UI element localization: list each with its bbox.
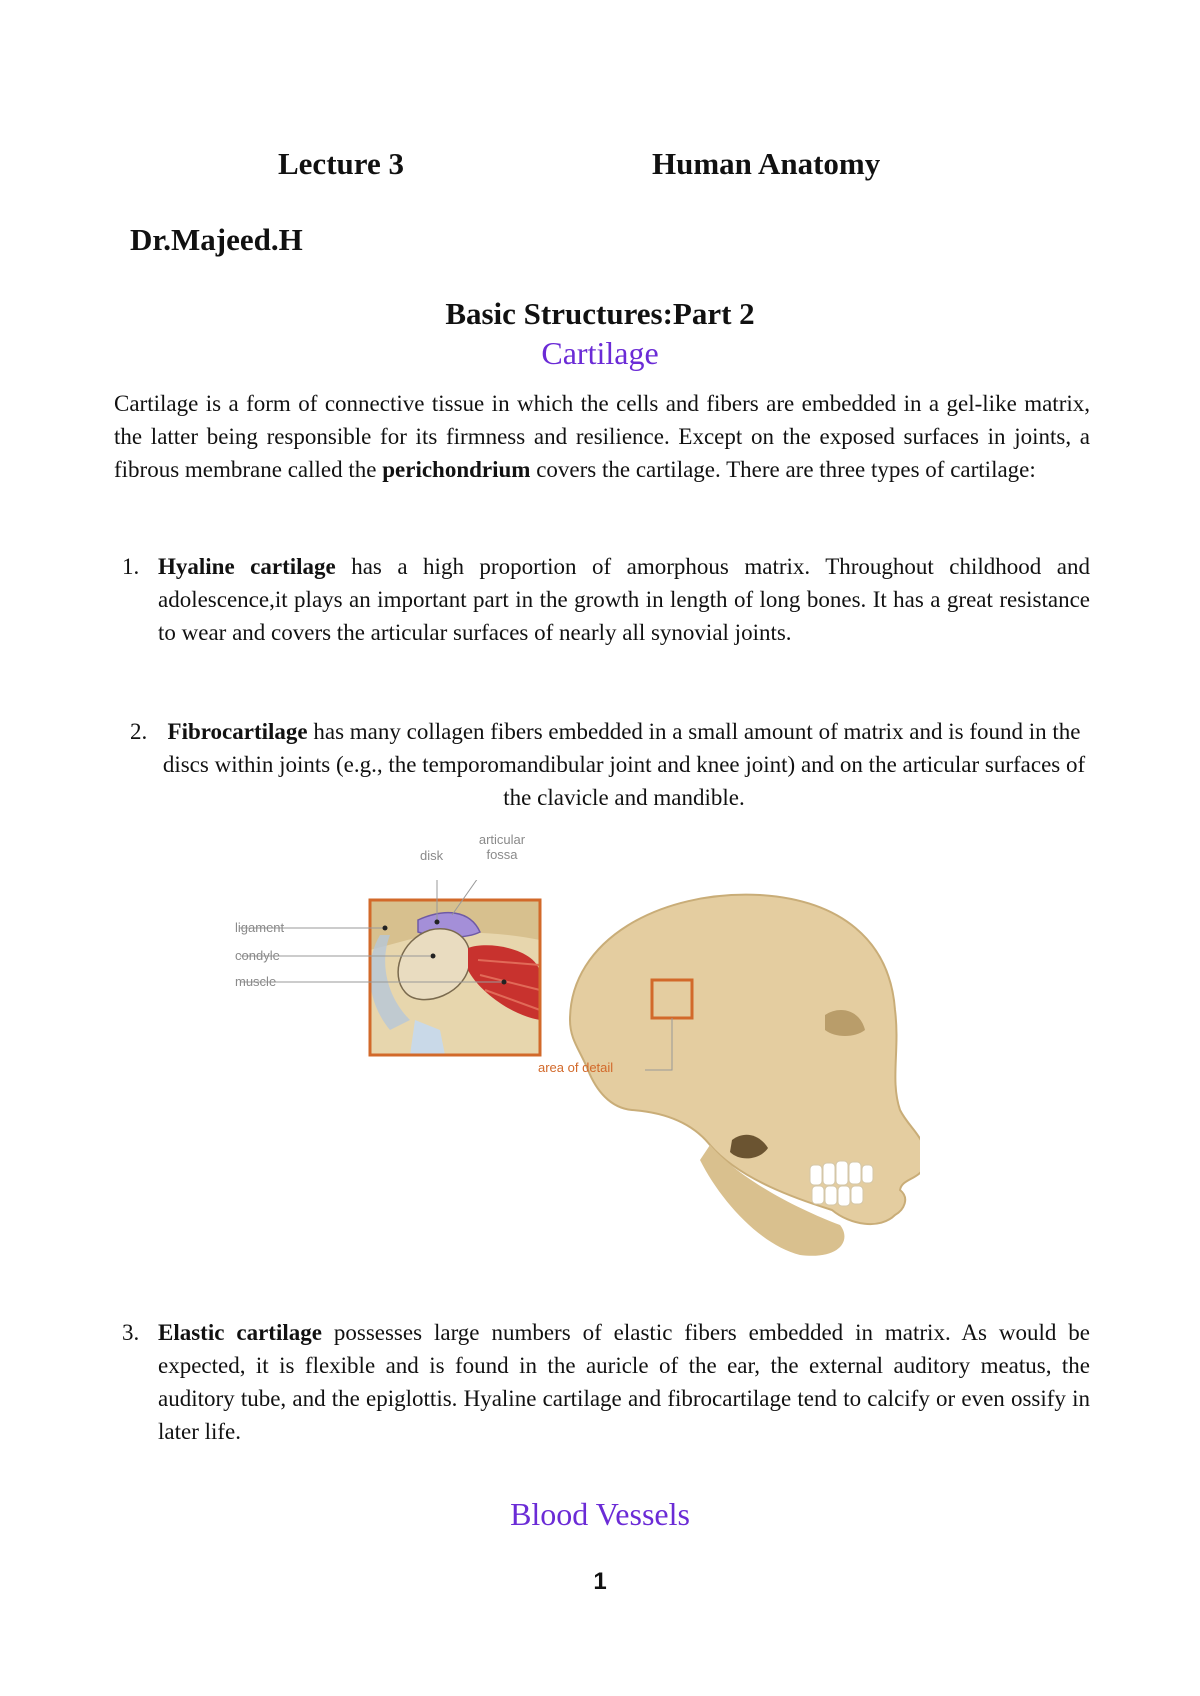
item-text — [158, 550, 1090, 649]
item-text — [158, 715, 1090, 814]
item-description: possesses large numbers of elastic fibers embedded in matrix. As would be expected, it is flexible and is found in the auricle of the ear, the external auditory meatus, the auditory tube, and the epiglottis. Hyaline cartilage and fibrocartilage tend to calcify or even ossify in later life. — [158, 1320, 1090, 1444]
label-muscle: muscle — [235, 974, 277, 989]
item-number: 3. — [122, 1320, 140, 1345]
label-disk: disk — [420, 848, 444, 863]
item-number: 2. — [130, 719, 148, 744]
label-condyle: condyle — [235, 948, 280, 963]
intro-text-start: Cartilage is a form of connective tissue in which the cells and fibers are embedded in a gel-like matrix, the latter being responsible for its firmness and resilience. Except on the exposed surfaces in joints, a fibrous membrane called the — [114, 391, 1090, 482]
item-description: has a high proportion of amorphous matrix. Throughout childhood and adolescence,it plays an important part in the growth in length of long bones. It has a great resistance to wear and covers the articular surfaces of nearly all synovial joints. — [158, 554, 1090, 645]
item-term: Elastic cartilage — [158, 1320, 322, 1345]
cartilage-heading: Cartilage — [541, 335, 659, 371]
lecture-number: Lecture 3 — [278, 146, 404, 181]
label-ligament: ligament — [235, 920, 285, 935]
label-area-of-detail: area of detail — [538, 1060, 614, 1075]
perichondrium-term: perichondrium — [382, 457, 531, 482]
intro-text-end: covers the cartilage. There are three types of cartilage: — [530, 457, 1036, 482]
part-title: Basic Structures:Part 2 — [445, 296, 755, 331]
intro-paragraph — [114, 387, 1090, 486]
course-title: Human Anatomy — [652, 146, 881, 181]
label-articular-fossa — [467, 832, 537, 862]
blood-vessels-heading: Blood Vessels — [510, 1496, 690, 1532]
label-articular-line1: articular — [478, 832, 526, 847]
item-term: Hyaline cartilage — [158, 554, 336, 579]
tmj-detail-inset — [370, 900, 540, 1055]
label-articular-line2: fossa — [486, 847, 518, 862]
item-description: has many collagen fibers embedded in a small amount of matrix and is found in the discs within joints (e.g., the temporomandibular joint and knee joint) and on the articular surfaces of the clavicle and mandible. — [162, 719, 1086, 810]
item-text — [158, 1316, 1090, 1448]
item-number: 1. — [122, 554, 140, 579]
page-number: 1 — [593, 1568, 607, 1595]
item-term: Fibrocartilage — [167, 719, 308, 744]
author-name: Dr.Majeed.H — [130, 222, 303, 257]
skull-illustration — [570, 895, 920, 1256]
